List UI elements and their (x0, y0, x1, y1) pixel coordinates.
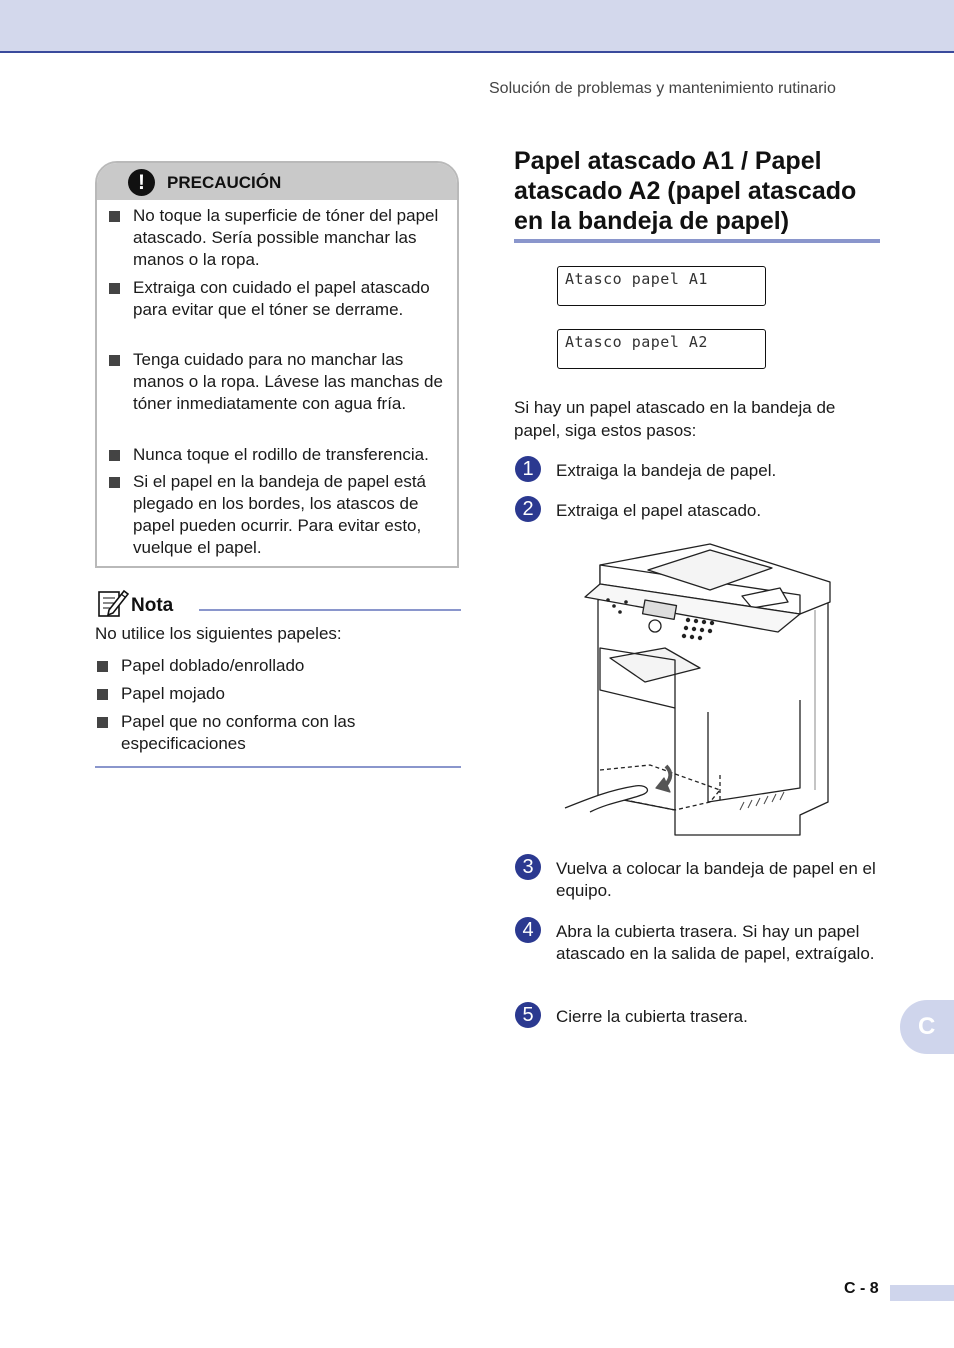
list-item: Extraiga con cuidado el papel atascado para evitar que el tóner se derrame. (133, 277, 455, 321)
bullet-square-icon (109, 283, 120, 294)
section-intro: Si hay un papel atascado en la bandeja de papel, siga estos pasos: (514, 398, 836, 440)
step-text-2: Extraiga el papel atascado. (556, 501, 762, 520)
step-text-5: Cierre la cubierta trasera. (556, 1007, 748, 1026)
bullet-square-icon (109, 355, 120, 366)
bullet-square-icon (109, 450, 120, 461)
note-title: Nota (131, 595, 174, 616)
chapter-tab[interactable]: C (900, 1000, 954, 1054)
step-text-1: Extraiga la bandeja de papel. (556, 461, 777, 480)
running-header: Solución de problemas y mantenimiento rutinario (489, 80, 836, 97)
step-number-4-icon: 4 (515, 917, 541, 943)
bullet-square-icon (97, 717, 108, 728)
notepad-pencil-icon (97, 588, 129, 618)
note-intro: No utilice los siguientes papeles: (95, 624, 342, 643)
section-title-rule (514, 239, 880, 243)
step-number-3-icon: 3 (515, 854, 541, 880)
note-divider-bottom (95, 766, 461, 768)
list-item: Papel mojado (121, 683, 441, 705)
step-number-2-icon: 2 (515, 496, 541, 522)
lcd-message-a1: Atasco papel A1 (557, 266, 766, 306)
list-item: Tenga cuidado para no manchar las manos o la ropa. Lávese las manchas de tóner inmediatamente con agua fría. (133, 349, 455, 415)
bullet-square-icon (97, 661, 108, 672)
list-item: Papel que no conforma con las especificaciones (121, 711, 441, 755)
list-item: Si el papel en la bandeja de papel está plegado en los bordes, los atascos de papel pueden ocurrir. Para evitar esto, vuelque el papel. (133, 471, 455, 559)
bullet-square-icon (109, 211, 120, 222)
step-text-4: Abra la cubierta trasera. Si hay un papel atascado en la salida de papel, extraígalo. (556, 922, 875, 963)
top-banner (0, 0, 954, 53)
exclamation-icon: ! (128, 169, 155, 196)
section-title: Papel atascado A1 / Papel atascado A2 (papel atascado en la bandeja de papel) (514, 147, 857, 235)
page-number: C - 8 (844, 1280, 879, 1297)
caution-title: PRECAUCIÓN (167, 173, 282, 192)
footer-bar (890, 1285, 954, 1301)
step-number-5-icon: 5 (515, 1002, 541, 1028)
list-item: Papel doblado/enrollado (121, 655, 441, 677)
caution-header (97, 163, 457, 200)
step-text-3: Vuelva a colocar la bandeja de papel en el equipo. (556, 859, 876, 900)
printer-tray-illustration (560, 540, 840, 840)
lcd-message-a2: Atasco papel A2 (557, 329, 766, 369)
bullet-square-icon (109, 477, 120, 488)
note-divider-top (199, 609, 461, 611)
list-item: No toque la superficie de tóner del papel atascado. Sería possible manchar las manos o la ropa. (133, 205, 455, 271)
bullet-square-icon (97, 689, 108, 700)
list-item: Nunca toque el rodillo de transferencia. (133, 444, 455, 466)
step-number-1-icon: 1 (515, 456, 541, 482)
caution-box (95, 161, 459, 568)
